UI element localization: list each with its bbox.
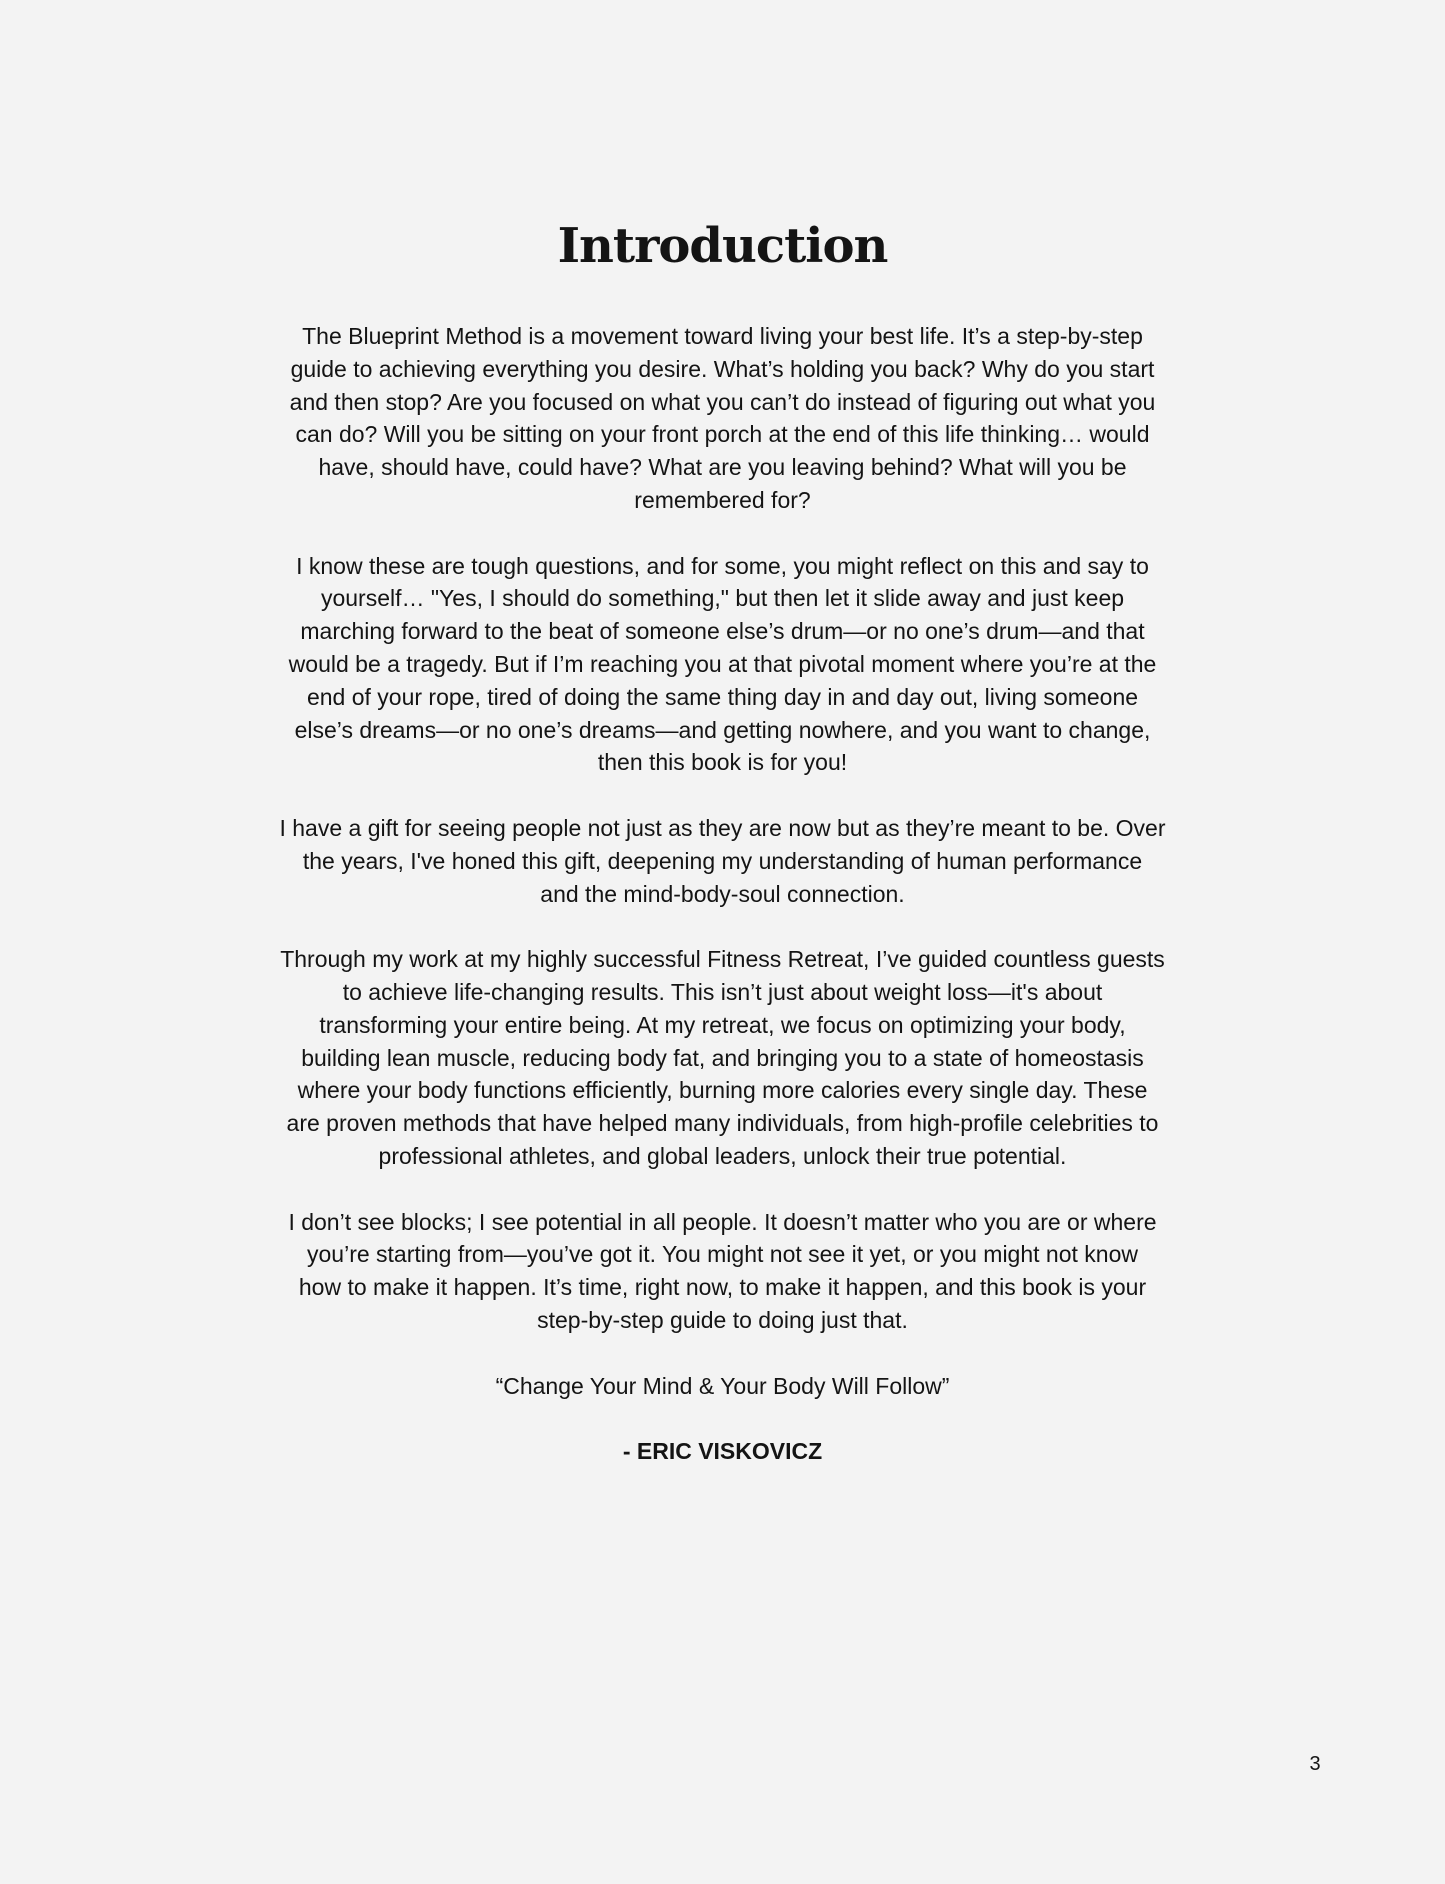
text-line: then this book is for you! bbox=[597, 749, 848, 776]
text-line: and then stop? Are you focused on what you can’t do instead of figuring out what you bbox=[289, 388, 1156, 415]
text-line: professional athletes, and global leaders, unlock their true potential. bbox=[378, 1142, 1067, 1169]
text-line: to achieve life-changing results. This isn’t just about weight loss—it's about bbox=[342, 978, 1103, 1005]
introduction-body bbox=[0, 320, 1445, 1501]
text-line: have, should have, could have? What are you leaving behind? What will you be bbox=[318, 454, 1127, 481]
paragraph-5 bbox=[0, 1206, 1445, 1337]
text-line: transforming your entire being. At my retreat, we focus on optimizing your body, bbox=[319, 1011, 1126, 1038]
text-line: where your body functions efficiently, burning more calories every single day. These bbox=[297, 1077, 1148, 1104]
text-line: else’s dreams—or no one’s dreams—and getting nowhere, and you want to change, bbox=[294, 716, 1151, 743]
text-line: I have a gift for seeing people not just as they are now but as they’re meant to be. Over bbox=[279, 814, 1166, 841]
text-line: the years, I've honed this gift, deepening my understanding of human performance bbox=[302, 847, 1143, 874]
text-line: you’re starting from—you’ve got it. You might not see it yet, or you might not know bbox=[307, 1241, 1138, 1268]
paragraph-2 bbox=[0, 550, 1445, 780]
text-line: guide to achieving everything you desire. What’s holding you back? Why do you start bbox=[290, 355, 1155, 382]
page-title: Introduction bbox=[557, 218, 888, 274]
text-line: are proven methods that have helped many individuals, from high-profile celebrities to bbox=[286, 1110, 1159, 1137]
text-line: how to make it happen. It’s time, right now, to make it happen, and this book is your bbox=[298, 1274, 1147, 1301]
text-line: The Blueprint Method is a movement toward living your best life. It’s a step-by-step bbox=[302, 323, 1143, 349]
text-line: I don’t see blocks; I see potential in all people. It doesn’t matter who you are or where bbox=[288, 1208, 1157, 1235]
text-line: end of your rope, tired of doing the same thing day in and day out, living someone bbox=[306, 683, 1139, 710]
text-line: can do? Will you be sitting on your front porch at the end of this life thinking… would bbox=[295, 421, 1150, 448]
text-line: and the mind-body-soul connection. bbox=[540, 880, 905, 907]
text-line: Through my work at my highly successful Fitness Retreat, I’ve guided countless guests bbox=[280, 946, 1165, 973]
text-line: building lean muscle, reducing body fat, and bringing you to a state of homeostasis bbox=[301, 1044, 1144, 1071]
text-line: would be a tragedy. But if I’m reaching you at that pivotal moment where you’re at the bbox=[288, 650, 1157, 677]
text-line: yourself… "Yes, I should do something," but then let it slide away and just keep bbox=[320, 585, 1125, 612]
text-line: remembered for? bbox=[634, 486, 811, 513]
quote: “Change Your Mind & Your Body Will Follow” bbox=[495, 1372, 950, 1399]
paragraph-3 bbox=[0, 812, 1445, 910]
text-line: marching forward to the beat of someone else’s drum—or no one’s drum—and that bbox=[300, 618, 1145, 645]
author-signature: - ERIC VISKOVICZ bbox=[622, 1438, 823, 1465]
text-line: I know these are tough questions, and for some, you might reflect on this and say to bbox=[296, 552, 1149, 579]
paragraph-4 bbox=[0, 943, 1445, 1173]
text-line: step-by-step guide to doing just that. bbox=[537, 1306, 908, 1333]
page-number: 3 bbox=[1309, 1753, 1321, 1775]
paragraph-1 bbox=[0, 320, 1445, 517]
